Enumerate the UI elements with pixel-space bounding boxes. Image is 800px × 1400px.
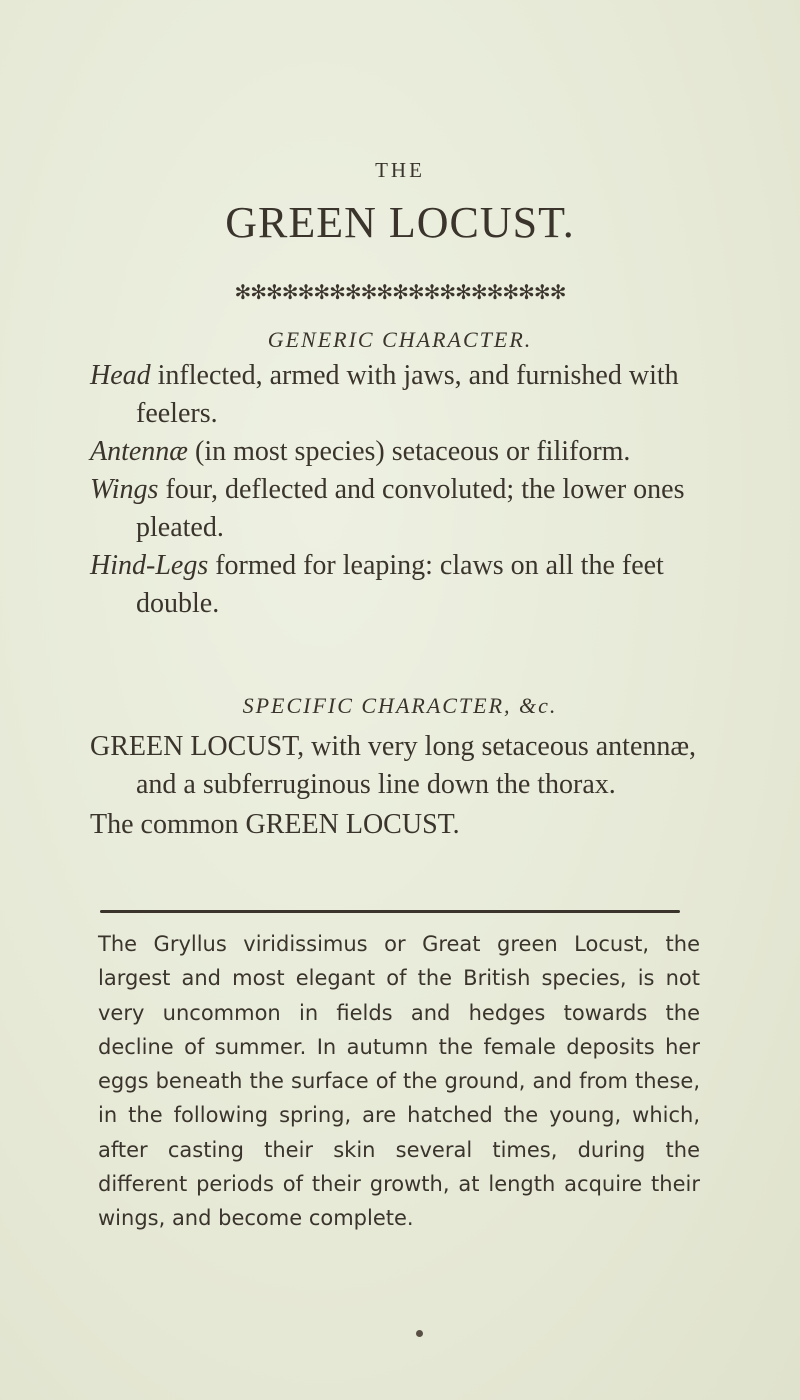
generic-entry-head: [90, 357, 715, 433]
entry-term: Hind-Legs: [90, 550, 209, 581]
description-paragraph: The Gryllus viridissimus or Great green Locust, the largest and most elegant of the British species, is not very uncommon in fields and hedges towards the decline of summer. In autumn the female deposits her eggs beneath the surface of the ground, and from these, in the following spring, are hatched the young, which, after casting their skin several times, during the different periods of their growth, at length acquire their wings, and become complete.: [98, 932, 700, 1231]
specific-entry-description: GREEN LOCUST, with very long setaceous antennæ, and a subferruginous line down the thorax.: [90, 731, 697, 800]
specific-entry-common-name: The common GREEN LOCUST.: [90, 809, 460, 840]
entry-term: Wings: [90, 474, 159, 505]
entry-text: inflected, armed with jaws, and furnished with feelers.: [136, 360, 679, 429]
page-title: GREEN LOCUST.: [225, 198, 575, 247]
title-prefix: THE: [375, 158, 425, 182]
entry-text: formed for leaping: claws on all the feet double.: [136, 550, 664, 619]
specific-character-heading: SPECIFIC CHARACTER, &c.: [242, 693, 558, 718]
generic-entry-hind-legs: [90, 547, 715, 623]
generic-character-list: [90, 357, 715, 623]
specific-character-list: [90, 728, 715, 846]
generic-entry-antennae: [90, 433, 715, 471]
entry-text: four, deflected and convoluted; the lower ones pleated.: [136, 474, 685, 543]
entry-text: (in most species) setaceous or filiform.: [188, 436, 631, 467]
entry-term: Antennæ: [90, 436, 188, 467]
entry-term: Head: [90, 360, 151, 391]
asterisk-ornament: ✻✻✻✻✻✻✻✻✻✻✻✻✻✻✻✻✻✻✻✻✻: [234, 282, 566, 304]
generic-entry-wings: [90, 471, 715, 547]
divider-rule: [100, 910, 680, 913]
generic-character-heading: GENERIC CHARACTER.: [267, 327, 533, 352]
printers-mark: [416, 1330, 423, 1337]
